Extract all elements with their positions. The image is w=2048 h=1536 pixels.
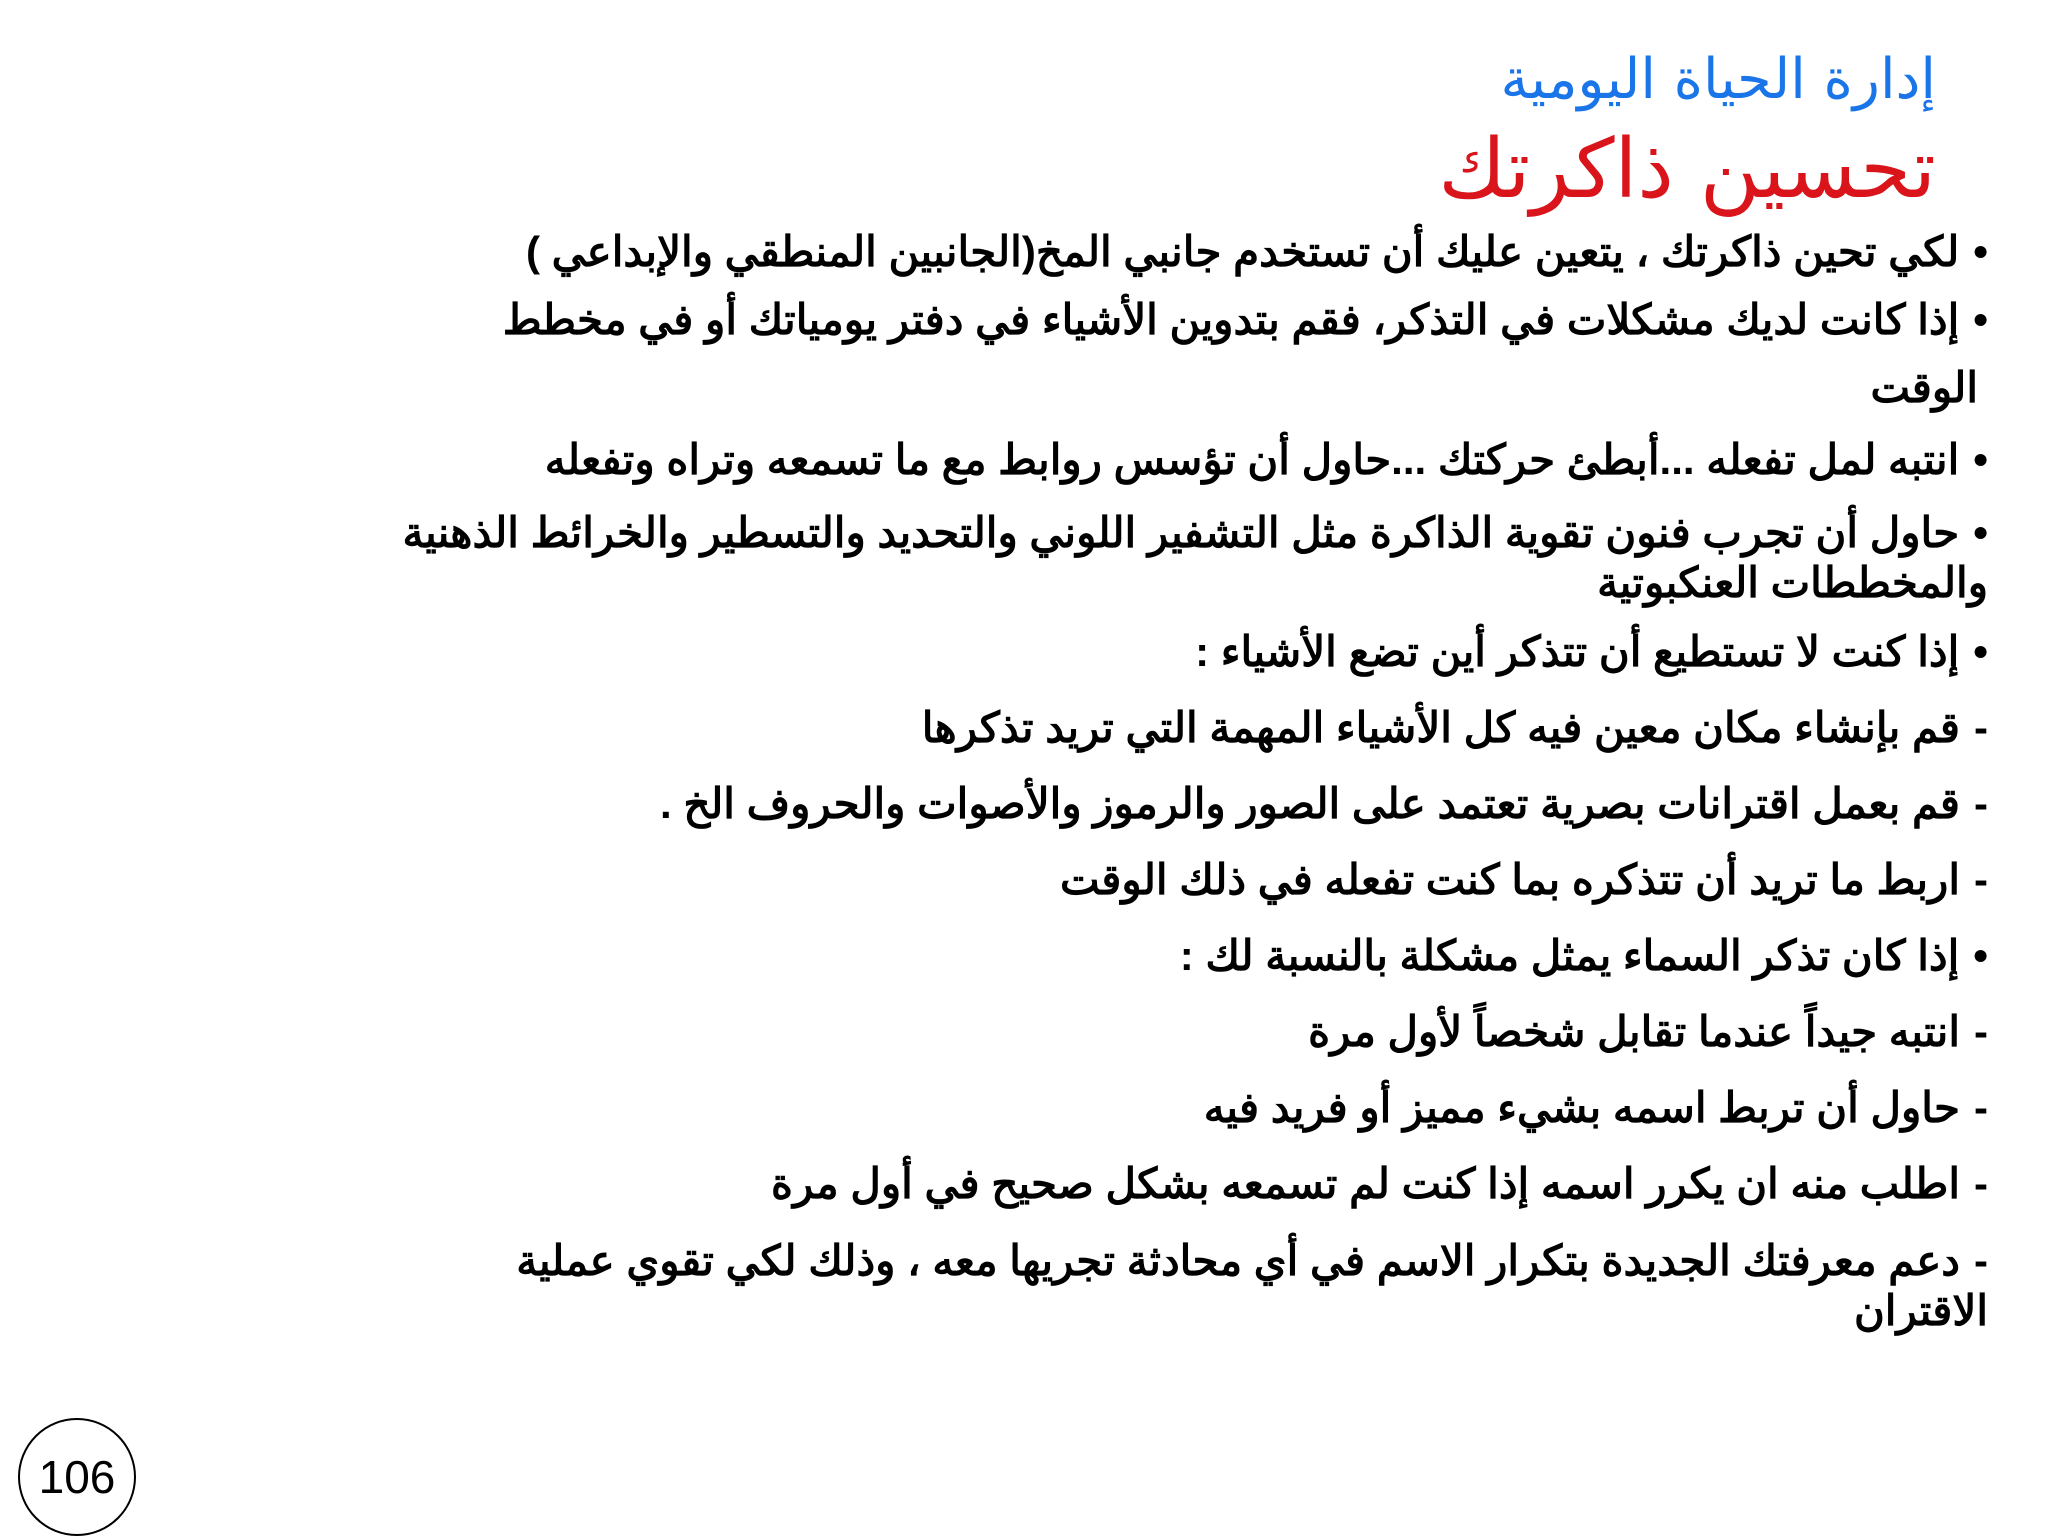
list-item [48, 286, 1988, 354]
list-item-text: اربط ما تريد أن تتذكره بما كنت تفعله في ذلك الوقت [1060, 856, 1960, 903]
list-item [48, 218, 1988, 286]
list-item [48, 422, 1988, 498]
dash-marker: - [1974, 1008, 1988, 1055]
list-item-continuation: والمخططات العنكبوتية [1597, 559, 1988, 606]
dash-marker: - [1974, 1084, 1988, 1131]
list-item [48, 918, 1988, 994]
list-item [48, 1146, 1988, 1222]
bullet-marker: • [1973, 228, 1988, 275]
list-item [48, 508, 1988, 558]
list-item-text: انتبه لمل تفعله ...أبطئ حركتك ...حاول أن تؤسس روابط مع ما تسمعه وتراه وتفعله [544, 436, 1960, 483]
bullet-marker: • [1973, 509, 1988, 556]
list-item-text: انتبه جيداً عندما تقابل شخصاً لأول مرة [1308, 1008, 1960, 1055]
list-item-text: لكي تحين ذاكرتك ، يتعين عليك أن تستخدم جانبي المخ(الجانبين المنطقي والإبداعي ) [525, 228, 1960, 275]
slide-subtitle: إدارة الحياة اليومية [1500, 47, 1936, 112]
list-item [48, 842, 1988, 918]
page-number: 106 [18, 1418, 136, 1536]
list-item-continuation: الاقتران [1853, 1287, 1988, 1334]
slide-title: تحسين ذاكرتك [1438, 122, 1936, 217]
dash-marker: - [1974, 704, 1988, 751]
bullet-marker: • [1973, 628, 1988, 675]
list-item-text: قم بإنشاء مكان معين فيه كل الأشياء المهمة التي تريد تذكرها [921, 704, 1960, 751]
list-item-text: إذا كانت لديك مشكلات في التذكر، فقم بتدوين الأشياء في دفتر يومياتك أو في مخطط [502, 296, 1960, 343]
dash-marker: - [1974, 1160, 1988, 1207]
dash-marker: - [1974, 856, 1988, 903]
slide-header [1438, 40, 1936, 220]
list-item-text: حاول أن تربط اسمه بشيء مميز أو فريد فيه [1203, 1084, 1960, 1131]
bullet-marker: • [1973, 436, 1988, 483]
bullet-marker: • [1973, 932, 1988, 979]
list-item [48, 690, 1988, 766]
list-item-text: اطلب منه ان يكرر اسمه إذا كنت لم تسمعه بشكل صحيح في أول مرة [770, 1160, 1960, 1207]
list-item-text: إذا كان تذكر السماء يمثل مشكلة بالنسبة لك : [1179, 932, 1960, 979]
list-item [48, 1236, 1988, 1286]
list-item-text: قم بعمل اقترانات بصرية تعتمد على الصور والرموز والأصوات والحروف الخ . [660, 780, 1960, 827]
list-item [48, 994, 1988, 1070]
list-item [48, 1070, 1988, 1146]
bullet-list [48, 218, 1988, 1336]
list-item [48, 766, 1988, 842]
list-item-text: إذا كنت لا تستطيع أن تتذكر أين تضع الأشياء : [1195, 628, 1960, 675]
dash-marker: - [1974, 780, 1988, 827]
list-item [48, 614, 1988, 690]
bullet-marker: • [1973, 296, 1988, 343]
list-item-text: حاول أن تجرب فنون تقوية الذاكرة مثل التشفير اللوني والتحديد والتسطير والخرائط الذهنية [402, 509, 1960, 556]
dash-marker: - [1974, 1237, 1988, 1284]
list-item-continuation: الوقت [1870, 364, 1978, 411]
list-item-text: دعم معرفتك الجديدة بتكرار الاسم في أي محادثة تجريها معه ، وذلك لكي تقوي عملية [516, 1237, 1960, 1284]
